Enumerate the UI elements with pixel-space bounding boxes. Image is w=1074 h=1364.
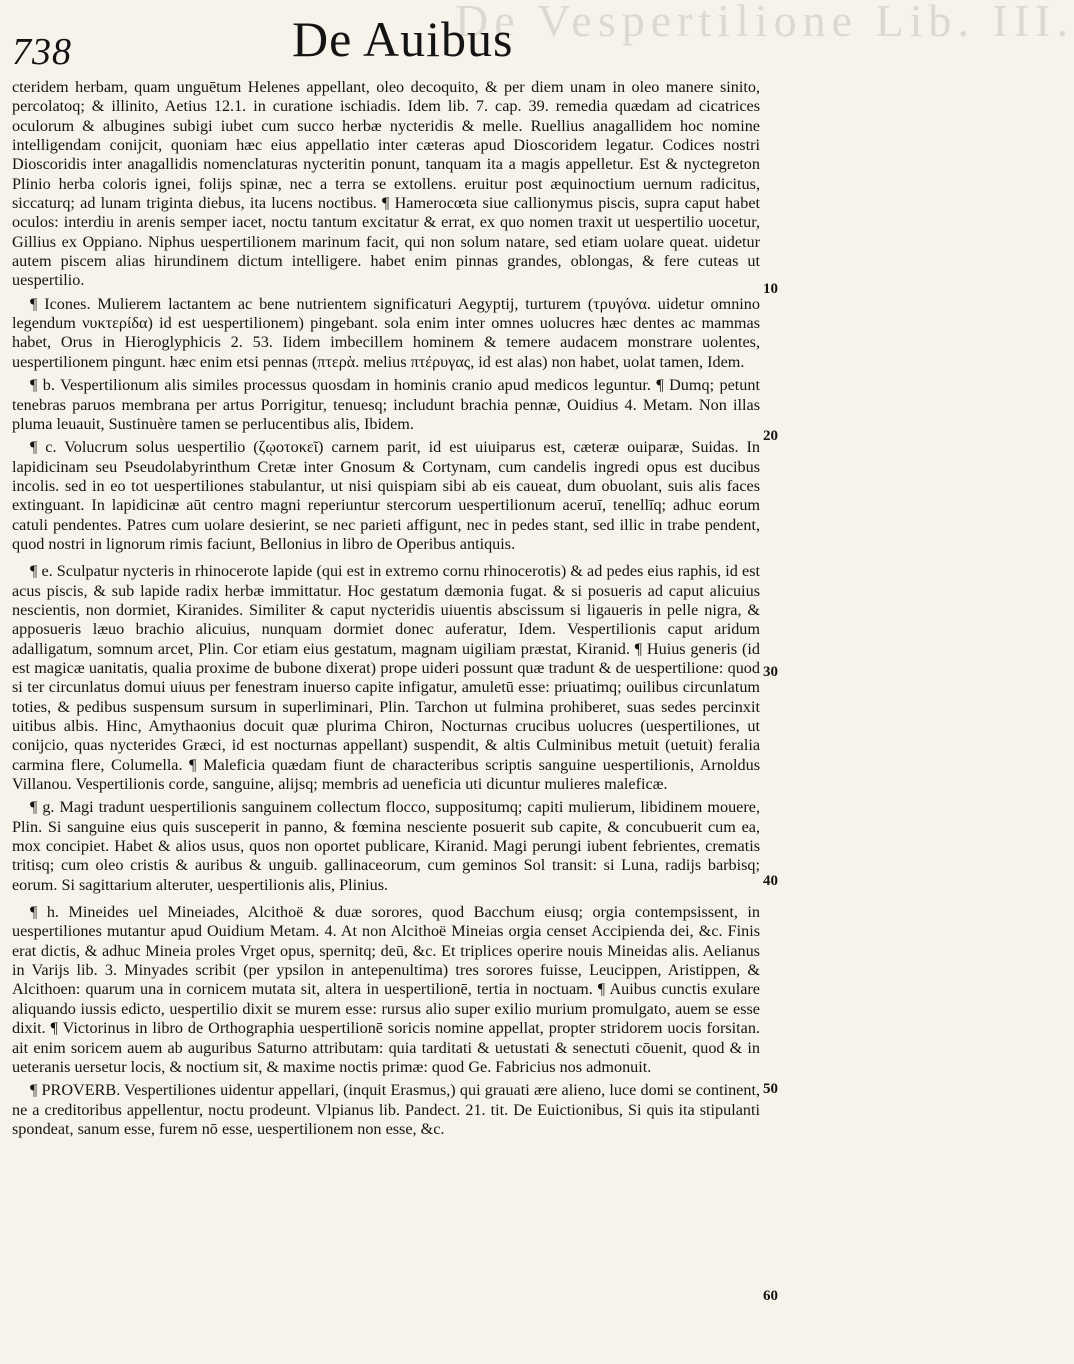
margin-line-number: 10 (763, 281, 778, 297)
page-title: De Auibus (292, 11, 514, 67)
paragraph-e: ¶ e. Sculpatur nycteris in rhinocerote lapide (qui est in extremo cornu rhinocerotis) & ad pedes eius raphis, id est acus piscis, & sub lapide radix herbæ immittatur. Hoc gestatum dæmonia fugat. & si posueris ad caput alicuius nescientis, non dormiet, Kiranides. Similiter & caput nycteridis uiuentis abscissum si ligaueris in pelle nigra, & apposueris læuo brachio alicuius, nunquam dormiet donec auferatur, Idem. Vespertilionis caput aridum adalligatum, somnum arcet, Plin. Cor etiam eius gestatum, magnam uigiliam præstat, Kiranid. ¶ Huius generis (id est magicæ uanitatis, qualia proxime de bubone dixerat) prope uideri possunt quæ tradunt & de uespertilione: quod si ter circunlatus domui uiuus per fenestram inuerso capite infigatur, amuletū esse: priuatimq; ouilibus circunlatum toties, & pedibus suspensum sursum in superliminari, Plin. Tarchon ut fulmina prohiberet, suas sedes percinxit uitibus albis. Hinc, Amythaonius docuit quæ plurima Chiron, Nocturnas crucibus uolucres (uespertiliones, ut conijcio, quas nycterides Græci, id est nocturnas appellant) suspendit, & altis Culminibus metuit (uetuit) feralia carmina flere, Columella. ¶ Maleficia quædam fiunt de characteribus scriptis sanguine uespertilionis, Arnoldus Villanou. Vespertilionis corde, sanguine, alijsq; membris ad ueneficia uti dicuntur mulieres maleficæ. (12, 562, 760, 794)
paragraph-g: ¶ g. Magi tradunt uespertilionis sanguinem collectum flocco, suppositumq; capiti mulierum, libidinem mouere, Plin. Si sanguine eius quis susceperit in panno, & fœmina nesciente posuerit sub capite, & concubuerit cum ea, mox concipiet. Habet & alios usus, quos non oportet publicare, Kiranid. Magi perungi iubent febrientes, crematis tritisq; cum oleo cristis & auribus & unguib. gallinaceorum, cum geminos Sol transit: si Luna, radijs barbisq; eorum. Si sagittarium alteruter, uespertilionis alis, Plinius. (12, 798, 760, 894)
paragraph-nycteris-herb: cteridem herbam, quam unguētum Helenes appellant, oleo decoquito, & per diem unam in oleo manere sinito, percolatoq; & illinito, Aetius 12.1. in curatione ischiadis. Idem lib. 7. cap. 39. remedia quædam ad cicatrices oculorum & albugines subigi iubet cum succo herbæ nycteridis & melle. Ruellius anagallidem hoc nomine intelligendam conijcit, quoniam hæc eius appellatio inter cæteras apud Dioscoridem legatur. Codices nostri Dioscoridis inter anagallidis nomenclaturas nycteritin ponunt, tanquam ita a magis appelletur. Est & nyctegreton Plinio herba coloris ignei, folijs spinæ, nec a terra se extollens. eruitur post æquinoctium uernum radicitus, siccaturq; ad lunam triginta diebus, ita lucens noctibus. ¶ Hamerocœta siue callionymus piscis, supra caput habet oculos: interdiu in arenis semper iacet, noctu tantum excitatur & errat, ex quo nomen traxit ut uespertilio uocetur, Gillius ex Oppiano. Niphus uespertilionem marinum facit, qui non solum natare, sed etiam uolare queat. uidetur autem piscem alias hirundinem dictum intelligere. habet enim pinnas grandes, oblongas, & fere cuteas ut uespertilio. (12, 78, 760, 290)
margin-line-number: 30 (763, 664, 778, 680)
margin-line-number: 40 (763, 873, 778, 889)
margin-line-number: 20 (763, 428, 778, 444)
bleed-through-heading: De Vespertilione Lib. III. (455, 0, 1074, 46)
margin-line-number: 50 (763, 1081, 778, 1097)
page-number: 738 (12, 31, 72, 73)
margin-line-number: 60 (763, 1288, 778, 1304)
paragraph-proverb: ¶ PROVERB. Vespertiliones uidentur appellari, (inquit Erasmus,) qui grauati ære alieno, luce domi se continent, ne a creditoribus appellentur, noctu prodeunt. Vlpianus lib. Pandect. 21. tit. De Euictionibus, Si quis ita stipulanti spondeat, sanum esse, furem nō esse, uespertilionem non esse, &c. (12, 1081, 760, 1138)
paragraph-h: ¶ h. Mineides uel Mineiades, Alcithoë & duæ sorores, quod Bacchum eiusq; orgia contempsissent, in uespertiliones mutantur apud Ouidium Metam. 4. At non Alcithoë Mineias orgia censet Accipienda dei, &c. Finis erat dictis, & adhuc Mineia proles Vrget opus, spernitq; deū, &c. Et triplices operire nouis Mineidas alis. Aelianus in Varijs lib. 3. Minyades scribit (per ypsilon in antepenultima) tres sorores fuisse, Leucippen, Aristippen, & Alcithoen: quarum una in cornicem mutata sit, altera in uespertilionē, tertia in noctuam. ¶ Auibus cunctis exulare aliquando iussis edicto, uespertilio dixit se murem esse: rursus alio super exilio murium promulgato, auem se esse dixit. ¶ Victorinus in libro de Orthographia uespertilionē soricis nomine appellat, propter stridorem uocis forsitan. ait enim soricem auem ab auguribus Saturno attributam: quia tarditati & uetustati & senectuti cōuenit, quod & in ueteranis uersetur locis, & noctium sit, & maxime noctis primæ: quod Ge. Fabricius nos admonuit. (12, 903, 760, 1076)
paragraph-b: ¶ b. Vespertilionum alis similes processus quosdam in hominis cranio apud medicos leguntur. ¶ Dumq; petunt tenebras paruos membrana per artus Porrigitur, tenuesq; includunt brachia pennæ, Ouidius 4. Metam. Non illas pluma leuauit, Sustinuère tamen se perlucentibus alis, Ibidem. (12, 376, 760, 433)
paragraph-icones: ¶ Icones. Mulierem lactantem ac bene nutrientem significaturi Aegyptij, turturem (τρυγόνα. uidetur omnino legendum νυκτερίδα) id est uespertilionem) pingebant. sola enim inter omnes uolucres hæc dentes ac mammas habet, Orus in Hieroglyphicis 2. 53. Iidem imbecillem hominem & temere audacem monstrare uolentes, uespertilionem pingunt. hæc enim etsi pennas (πτερὰ. melius πτέρυγας, id est alas) non habet, uolat tamen, Idem. (12, 294, 760, 371)
paragraph-c: ¶ c. Volucrum solus uespertilio (ζῳοτοκεῖ) carnem parit, id est uiuiparus est, cæteræ ouiparæ, Suidas. In lapidicinam seu Pseudolabyrinthum Cretæ inter Gnosum & Cortynam, cum candelis ingredi opus est ducibus incolis. sed in eo tot uespertiliones stabulantur, ut nisi quispiam sibi ab eis caueat, dum obuolant, suis alis faces extinguant. In lapidicinæ aūt centro magni reperiuntur stercorum uespertilionum aceruī, tenellīq; adhuc eorum catuli pendentes. Patres cum uolare desierint, se nec parieti affigunt, nec in pedes stant, sed illic in trabe pendent, quod nostri in lignorum rimis faciunt, Bellonius in libro de Operibus antiquis. (12, 438, 760, 553)
body-text (12, 78, 760, 1139)
